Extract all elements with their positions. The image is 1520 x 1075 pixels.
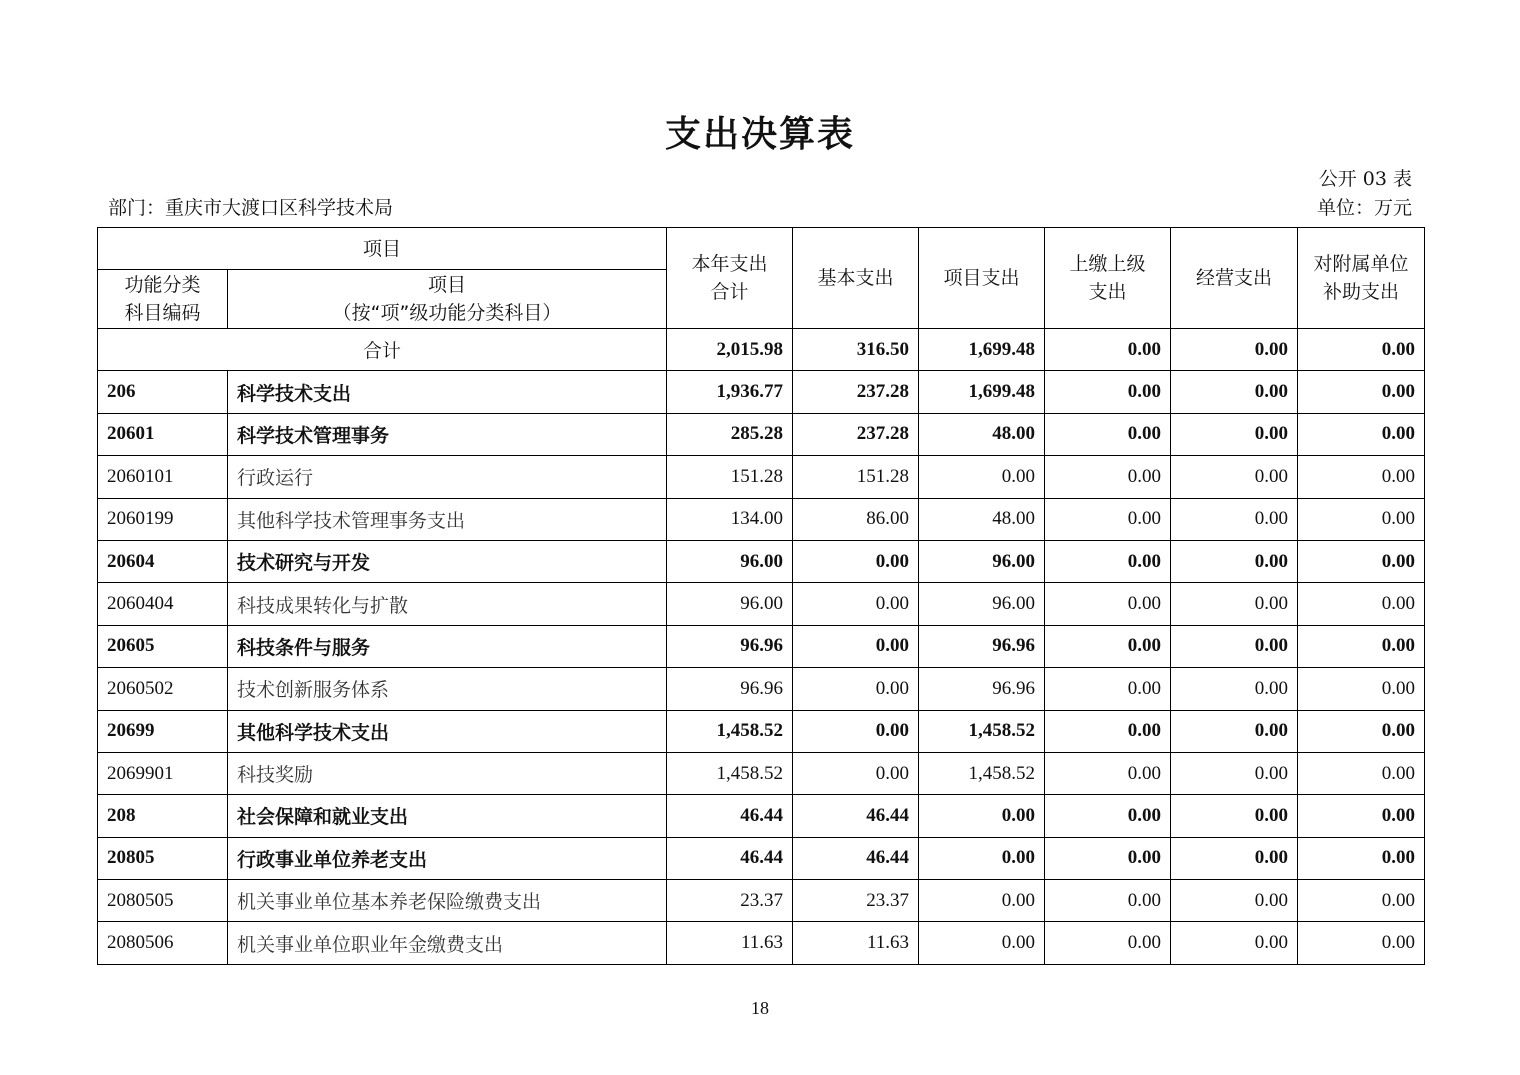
row-value: 285.28: [667, 413, 793, 455]
row-value: 46.44: [793, 837, 919, 879]
row-code: 20605: [98, 625, 228, 667]
row-value: 0.00: [1171, 668, 1298, 710]
row-value: 0.00: [1045, 498, 1171, 540]
row-value: 0.00: [1171, 795, 1298, 837]
row-value: 0.00: [1045, 837, 1171, 879]
row-value: 151.28: [667, 456, 793, 498]
row-name: 其他科学技术支出: [228, 710, 667, 752]
table-row: [98, 752, 1425, 794]
row-value: 0.00: [919, 922, 1045, 964]
row-value: 96.96: [919, 625, 1045, 667]
table-row: [98, 668, 1425, 710]
row-value: 86.00: [793, 498, 919, 540]
row-value: 1,458.52: [919, 752, 1045, 794]
row-value: 0.00: [1171, 371, 1298, 413]
table-row: [98, 710, 1425, 752]
total-value: 0.00: [1045, 329, 1171, 371]
row-value: 0.00: [1298, 880, 1425, 922]
table-row: [98, 880, 1425, 922]
row-value: 11.63: [667, 922, 793, 964]
form-number: 公开 03 表: [1318, 168, 1412, 190]
row-value: 0.00: [1298, 371, 1425, 413]
row-code: 20601: [98, 413, 228, 455]
row-name: 机关事业单位职业年金缴费支出: [228, 922, 667, 964]
row-value: 1,458.52: [667, 752, 793, 794]
table-row: [98, 795, 1425, 837]
row-name: 技术研究与开发: [228, 540, 667, 582]
table-row: [98, 540, 1425, 582]
row-value: 0.00: [1298, 795, 1425, 837]
header-col: 对附属单位 补助支出: [1298, 228, 1425, 329]
row-value: 0.00: [1171, 752, 1298, 794]
unit-label: 单位：万元: [1316, 197, 1412, 219]
row-value: 1,699.48: [919, 371, 1045, 413]
row-value: 0.00: [1171, 837, 1298, 879]
row-value: 96.00: [919, 540, 1045, 582]
header-item-group: 项目: [98, 228, 667, 270]
total-value: 1,699.48: [919, 329, 1045, 371]
total-value: 0.00: [1171, 329, 1298, 371]
row-value: 0.00: [1171, 540, 1298, 582]
row-value: 11.63: [793, 922, 919, 964]
expenditure-table: [97, 227, 1425, 965]
row-value: 0.00: [793, 668, 919, 710]
row-name: 科学技术管理事务: [228, 413, 667, 455]
row-value: 0.00: [1298, 625, 1425, 667]
row-value: 96.96: [919, 668, 1045, 710]
row-value: 1,458.52: [667, 710, 793, 752]
row-code: 2060502: [98, 668, 228, 710]
row-name: 社会保障和就业支出: [228, 795, 667, 837]
row-value: 0.00: [793, 710, 919, 752]
header-col: 基本支出: [793, 228, 919, 329]
row-code: 2080506: [98, 922, 228, 964]
row-value: 0.00: [1298, 837, 1425, 879]
page-number: 18: [751, 998, 769, 1018]
row-value: 96.96: [667, 625, 793, 667]
row-value: 48.00: [919, 413, 1045, 455]
row-value: 0.00: [1045, 371, 1171, 413]
row-value: 23.37: [667, 880, 793, 922]
row-value: 0.00: [919, 880, 1045, 922]
row-code: 2060101: [98, 456, 228, 498]
total-label: 合计: [98, 329, 667, 371]
row-value: 0.00: [1171, 880, 1298, 922]
row-value: 0.00: [919, 456, 1045, 498]
page-title: 支出决算表: [664, 114, 855, 155]
row-value: 0.00: [1298, 710, 1425, 752]
row-value: 0.00: [1298, 583, 1425, 625]
total-row: [98, 329, 1425, 371]
header-col: 本年支出 合计: [667, 228, 793, 329]
header-col: 项目支出: [919, 228, 1045, 329]
row-value: 1,458.52: [919, 710, 1045, 752]
row-value: 96.96: [667, 668, 793, 710]
row-value: 46.44: [667, 795, 793, 837]
row-value: 237.28: [793, 371, 919, 413]
row-value: 151.28: [793, 456, 919, 498]
row-code: 2060199: [98, 498, 228, 540]
row-value: 0.00: [1045, 625, 1171, 667]
row-value: 23.37: [793, 880, 919, 922]
row-value: 237.28: [793, 413, 919, 455]
table-row: [98, 837, 1425, 879]
row-value: 0.00: [1045, 540, 1171, 582]
row-value: 96.00: [667, 583, 793, 625]
total-value: 0.00: [1298, 329, 1425, 371]
row-value: 0.00: [1171, 625, 1298, 667]
header-col: 经营支出: [1171, 228, 1298, 329]
row-value: 0.00: [1045, 583, 1171, 625]
row-value: 0.00: [1171, 922, 1298, 964]
row-value: 46.44: [793, 795, 919, 837]
row-value: 134.00: [667, 498, 793, 540]
row-name: 科学技术支出: [228, 371, 667, 413]
row-value: 0.00: [1298, 752, 1425, 794]
row-name: 机关事业单位基本养老保险缴费支出: [228, 880, 667, 922]
header-col: 上缴上级 支出: [1045, 228, 1171, 329]
row-name: 技术创新服务体系: [228, 668, 667, 710]
row-value: 0.00: [1171, 456, 1298, 498]
row-value: 0.00: [793, 540, 919, 582]
row-value: 0.00: [1171, 498, 1298, 540]
row-code: 2080505: [98, 880, 228, 922]
row-value: 0.00: [1045, 752, 1171, 794]
row-value: 0.00: [1298, 540, 1425, 582]
row-value: 0.00: [1171, 413, 1298, 455]
table-row: [98, 625, 1425, 667]
row-value: 0.00: [1298, 413, 1425, 455]
header-code-col: 功能分类 科目编码: [98, 270, 228, 329]
header-name-col: 项目 （按“项”级功能分类科目）: [228, 270, 667, 329]
table-row: [98, 456, 1425, 498]
row-value: 0.00: [1045, 668, 1171, 710]
row-value: 0.00: [919, 837, 1045, 879]
row-code: 208: [98, 795, 228, 837]
row-value: 0.00: [1171, 710, 1298, 752]
row-value: 96.00: [919, 583, 1045, 625]
row-value: 0.00: [1045, 710, 1171, 752]
table-row: [98, 413, 1425, 455]
row-value: 1,936.77: [667, 371, 793, 413]
row-code: 20699: [98, 710, 228, 752]
row-value: 0.00: [1045, 795, 1171, 837]
row-value: 0.00: [1298, 456, 1425, 498]
row-value: 0.00: [1298, 668, 1425, 710]
department-label: 部门：重庆市大渡口区科学技术局: [108, 197, 394, 219]
row-value: 0.00: [1298, 498, 1425, 540]
row-name: 科技条件与服务: [228, 625, 667, 667]
row-value: 0.00: [919, 795, 1045, 837]
row-value: 48.00: [919, 498, 1045, 540]
row-value: 0.00: [1045, 922, 1171, 964]
row-value: 0.00: [1045, 413, 1171, 455]
row-code: 20604: [98, 540, 228, 582]
table-row: [98, 922, 1425, 964]
row-value: 0.00: [793, 625, 919, 667]
row-name: 科技奖励: [228, 752, 667, 794]
row-name: 行政事业单位养老支出: [228, 837, 667, 879]
row-value: 46.44: [667, 837, 793, 879]
total-value: 316.50: [793, 329, 919, 371]
row-value: 0.00: [1171, 583, 1298, 625]
row-value: 0.00: [1045, 880, 1171, 922]
row-value: 0.00: [793, 752, 919, 794]
total-value: 2,015.98: [667, 329, 793, 371]
table-row: [98, 498, 1425, 540]
table-row: [98, 583, 1425, 625]
row-name: 科技成果转化与扩散: [228, 583, 667, 625]
row-value: 0.00: [1045, 456, 1171, 498]
row-code: 20805: [98, 837, 228, 879]
row-code: 206: [98, 371, 228, 413]
row-name: 其他科学技术管理事务支出: [228, 498, 667, 540]
row-value: 96.00: [667, 540, 793, 582]
table-row: [98, 371, 1425, 413]
row-code: 2069901: [98, 752, 228, 794]
row-code: 2060404: [98, 583, 228, 625]
row-value: 0.00: [793, 583, 919, 625]
row-value: 0.00: [1298, 922, 1425, 964]
row-name: 行政运行: [228, 456, 667, 498]
